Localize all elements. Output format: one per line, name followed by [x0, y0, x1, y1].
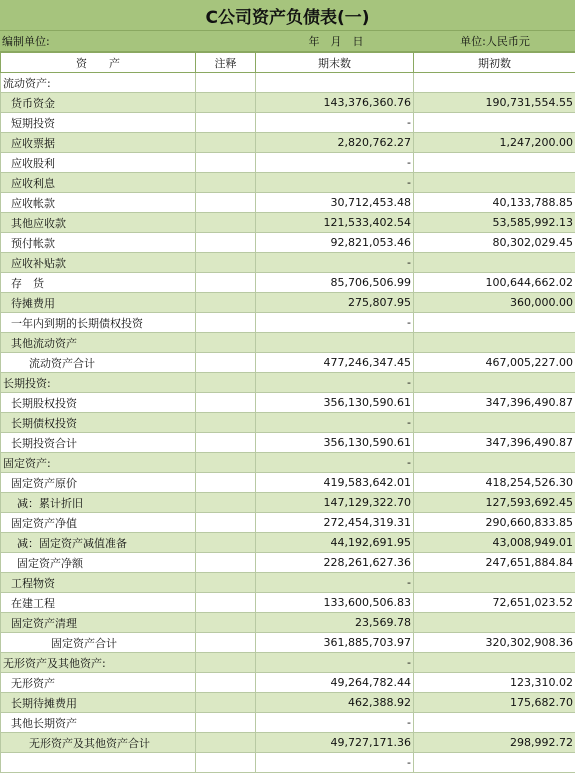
- row-note: [196, 513, 256, 533]
- row-begin-value: [414, 313, 575, 333]
- row-begin-value: [414, 753, 575, 773]
- meta-row: [0, 31, 575, 52]
- row-item-name: 固定资产合计: [1, 633, 196, 653]
- table-row: [1, 633, 575, 653]
- row-item-name: 减：累计折旧: [1, 493, 196, 513]
- row-item-name: 短期投资: [1, 113, 196, 133]
- row-begin-value: 190,731,554.55: [414, 93, 575, 113]
- table-row: [1, 233, 575, 253]
- row-item-name: 无形资产及其他资产:: [1, 653, 196, 673]
- table-row: [1, 473, 575, 493]
- table-row: [1, 393, 575, 413]
- row-begin-value: [414, 413, 575, 433]
- sheet-title: C公司资产负债表(一): [0, 0, 575, 31]
- row-item-name: 在建工程: [1, 593, 196, 613]
- row-note: [196, 133, 256, 153]
- row-begin-value: 247,651,884.84: [414, 553, 575, 573]
- row-note: [196, 733, 256, 753]
- row-begin-value: [414, 613, 575, 633]
- table-row: [1, 713, 575, 733]
- table-row: [1, 673, 575, 693]
- row-note: [196, 693, 256, 713]
- table-row: [1, 453, 575, 473]
- row-end-value: 85,706,506.99: [256, 273, 414, 293]
- row-item-name: 应收票据: [1, 133, 196, 153]
- row-note: [196, 453, 256, 473]
- table-row: [1, 533, 575, 553]
- table-row: [1, 353, 575, 373]
- row-note: [196, 293, 256, 313]
- row-item-name: 固定资产净额: [1, 553, 196, 573]
- table-row: [1, 653, 575, 673]
- row-end-value: [256, 73, 414, 93]
- table-row: [1, 193, 575, 213]
- table-row: [1, 733, 575, 753]
- asset-table: [0, 52, 575, 773]
- row-note: [196, 333, 256, 353]
- table-row: [1, 513, 575, 533]
- row-end-value: -: [256, 573, 414, 593]
- row-end-value: 23,569.78: [256, 613, 414, 633]
- row-item-name: 无形资产: [1, 673, 196, 693]
- row-item-name: 其他流动资产: [1, 333, 196, 353]
- row-begin-value: [414, 453, 575, 473]
- row-begin-value: 80,302,029.45: [414, 233, 575, 253]
- header-asset: 资 产: [1, 53, 196, 73]
- row-item-name: 一年内到期的长期债权投资: [1, 313, 196, 333]
- row-begin-value: 40,133,788.85: [414, 193, 575, 213]
- table-row: [1, 573, 575, 593]
- row-begin-value: [414, 73, 575, 93]
- row-note: [196, 313, 256, 333]
- row-end-value: 121,533,402.54: [256, 213, 414, 233]
- table-header: [1, 53, 575, 73]
- row-note: [196, 213, 256, 233]
- row-item-name: 应收利息: [1, 173, 196, 193]
- row-begin-value: [414, 573, 575, 593]
- row-note: [196, 713, 256, 733]
- row-end-value: 2,820,762.27: [256, 133, 414, 153]
- row-end-value: -: [256, 373, 414, 393]
- row-end-value: 356,130,590.61: [256, 393, 414, 413]
- row-item-name: 流动资产:: [1, 73, 196, 93]
- header-end: 期末数: [256, 53, 414, 73]
- table-row: [1, 173, 575, 193]
- row-begin-value: [414, 653, 575, 673]
- row-note: [196, 393, 256, 413]
- row-note: [196, 413, 256, 433]
- row-note: [196, 173, 256, 193]
- row-end-value: -: [256, 753, 414, 773]
- row-end-value: -: [256, 413, 414, 433]
- row-end-value: 44,192,691.95: [256, 533, 414, 553]
- table-row: [1, 113, 575, 133]
- row-begin-value: 290,660,833.85: [414, 513, 575, 533]
- row-note: [196, 153, 256, 173]
- row-item-name: 固定资产:: [1, 453, 196, 473]
- row-note: [196, 373, 256, 393]
- row-begin-value: 1,247,200.00: [414, 133, 575, 153]
- row-begin-value: 43,008,949.01: [414, 533, 575, 553]
- row-item-name: 货币资金: [1, 93, 196, 113]
- row-end-value: -: [256, 313, 414, 333]
- row-note: [196, 113, 256, 133]
- row-begin-value: [414, 373, 575, 393]
- row-end-value: 477,246,347.45: [256, 353, 414, 373]
- row-end-value: 92,821,053.46: [256, 233, 414, 253]
- row-begin-value: 467,005,227.00: [414, 353, 575, 373]
- row-note: [196, 353, 256, 373]
- unit-label: 编制单位:: [0, 33, 257, 49]
- row-begin-value: [414, 713, 575, 733]
- row-begin-value: [414, 253, 575, 273]
- row-item-name: 预付帐款: [1, 233, 196, 253]
- row-end-value: 361,885,703.97: [256, 633, 414, 653]
- row-end-value: 419,583,642.01: [256, 473, 414, 493]
- row-end-value: -: [256, 653, 414, 673]
- row-item-name: [1, 753, 196, 773]
- row-begin-value: 347,396,490.87: [414, 433, 575, 453]
- row-item-name: 减：固定资产减值准备: [1, 533, 196, 553]
- row-note: [196, 73, 256, 93]
- row-begin-value: 72,651,023.52: [414, 593, 575, 613]
- row-item-name: 其他长期资产: [1, 713, 196, 733]
- row-item-name: 无形资产及其他资产合计: [1, 733, 196, 753]
- row-begin-value: 175,682.70: [414, 693, 575, 713]
- row-item-name: 固定资产原价: [1, 473, 196, 493]
- table-row: [1, 313, 575, 333]
- row-begin-value: [414, 173, 575, 193]
- table-row: [1, 73, 575, 93]
- row-item-name: 工程物资: [1, 573, 196, 593]
- row-begin-value: [414, 113, 575, 133]
- table-row: [1, 553, 575, 573]
- table-row: [1, 213, 575, 233]
- table-row: [1, 253, 575, 273]
- row-end-value: -: [256, 453, 414, 473]
- row-note: [196, 553, 256, 573]
- row-end-value: 143,376,360.76: [256, 93, 414, 113]
- row-item-name: 待摊费用: [1, 293, 196, 313]
- table-row: [1, 93, 575, 113]
- row-item-name: 其他应收款: [1, 213, 196, 233]
- header-begin: 期初数: [414, 53, 575, 73]
- row-end-value: 356,130,590.61: [256, 433, 414, 453]
- row-item-name: 长期待摊费用: [1, 693, 196, 713]
- row-end-value: 133,600,506.83: [256, 593, 414, 613]
- row-note: [196, 613, 256, 633]
- row-end-value: -: [256, 253, 414, 273]
- row-note: [196, 593, 256, 613]
- row-note: [196, 473, 256, 493]
- row-end-value: 49,264,782.44: [256, 673, 414, 693]
- row-item-name: 长期债权投资: [1, 413, 196, 433]
- row-end-value: [256, 333, 414, 353]
- row-note: [196, 753, 256, 773]
- row-note: [196, 533, 256, 553]
- row-note: [196, 673, 256, 693]
- table-row: [1, 273, 575, 293]
- row-end-value: 49,727,171.36: [256, 733, 414, 753]
- row-note: [196, 93, 256, 113]
- table-row: [1, 693, 575, 713]
- row-note: [196, 493, 256, 513]
- row-item-name: 流动资产合计: [1, 353, 196, 373]
- date-label: 年 月 日: [257, 33, 415, 49]
- row-note: [196, 193, 256, 213]
- row-end-value: -: [256, 153, 414, 173]
- row-note: [196, 273, 256, 293]
- row-end-value: 275,807.95: [256, 293, 414, 313]
- row-item-name: 长期投资合计: [1, 433, 196, 453]
- table-row: [1, 413, 575, 433]
- row-end-value: -: [256, 173, 414, 193]
- row-begin-value: 123,310.02: [414, 673, 575, 693]
- row-end-value: -: [256, 113, 414, 133]
- table-row: [1, 433, 575, 453]
- row-item-name: 应收股利: [1, 153, 196, 173]
- table-row: [1, 753, 575, 773]
- table-row: [1, 593, 575, 613]
- row-end-value: 30,712,453.48: [256, 193, 414, 213]
- row-item-name: 应收补贴款: [1, 253, 196, 273]
- row-item-name: 固定资产清理: [1, 613, 196, 633]
- row-end-value: 147,129,322.70: [256, 493, 414, 513]
- row-item-name: 存 货: [1, 273, 196, 293]
- row-end-value: 228,261,627.36: [256, 553, 414, 573]
- table-row: [1, 333, 575, 353]
- row-begin-value: 298,992.72: [414, 733, 575, 753]
- table-row: [1, 133, 575, 153]
- row-item-name: 固定资产净值: [1, 513, 196, 533]
- row-begin-value: 127,593,692.45: [414, 493, 575, 513]
- row-end-value: 272,454,319.31: [256, 513, 414, 533]
- table-row: [1, 493, 575, 513]
- row-end-value: -: [256, 713, 414, 733]
- row-note: [196, 233, 256, 253]
- table-row: [1, 153, 575, 173]
- table-row: [1, 373, 575, 393]
- row-begin-value: [414, 333, 575, 353]
- row-begin-value: 347,396,490.87: [414, 393, 575, 413]
- row-note: [196, 573, 256, 593]
- row-begin-value: 360,000.00: [414, 293, 575, 313]
- row-end-value: 462,388.92: [256, 693, 414, 713]
- row-begin-value: [414, 153, 575, 173]
- table-row: [1, 613, 575, 633]
- row-begin-value: 320,302,908.36: [414, 633, 575, 653]
- currency-label: 单位:人民币元: [415, 33, 575, 49]
- table-row: [1, 293, 575, 313]
- row-note: [196, 433, 256, 453]
- row-note: [196, 653, 256, 673]
- header-note: 注释: [196, 53, 256, 73]
- row-begin-value: 53,585,992.13: [414, 213, 575, 233]
- row-item-name: 长期投资:: [1, 373, 196, 393]
- row-item-name: 应收帐款: [1, 193, 196, 213]
- row-note: [196, 253, 256, 273]
- row-begin-value: 418,254,526.30: [414, 473, 575, 493]
- row-begin-value: 100,644,662.02: [414, 273, 575, 293]
- row-note: [196, 633, 256, 653]
- row-item-name: 长期股权投资: [1, 393, 196, 413]
